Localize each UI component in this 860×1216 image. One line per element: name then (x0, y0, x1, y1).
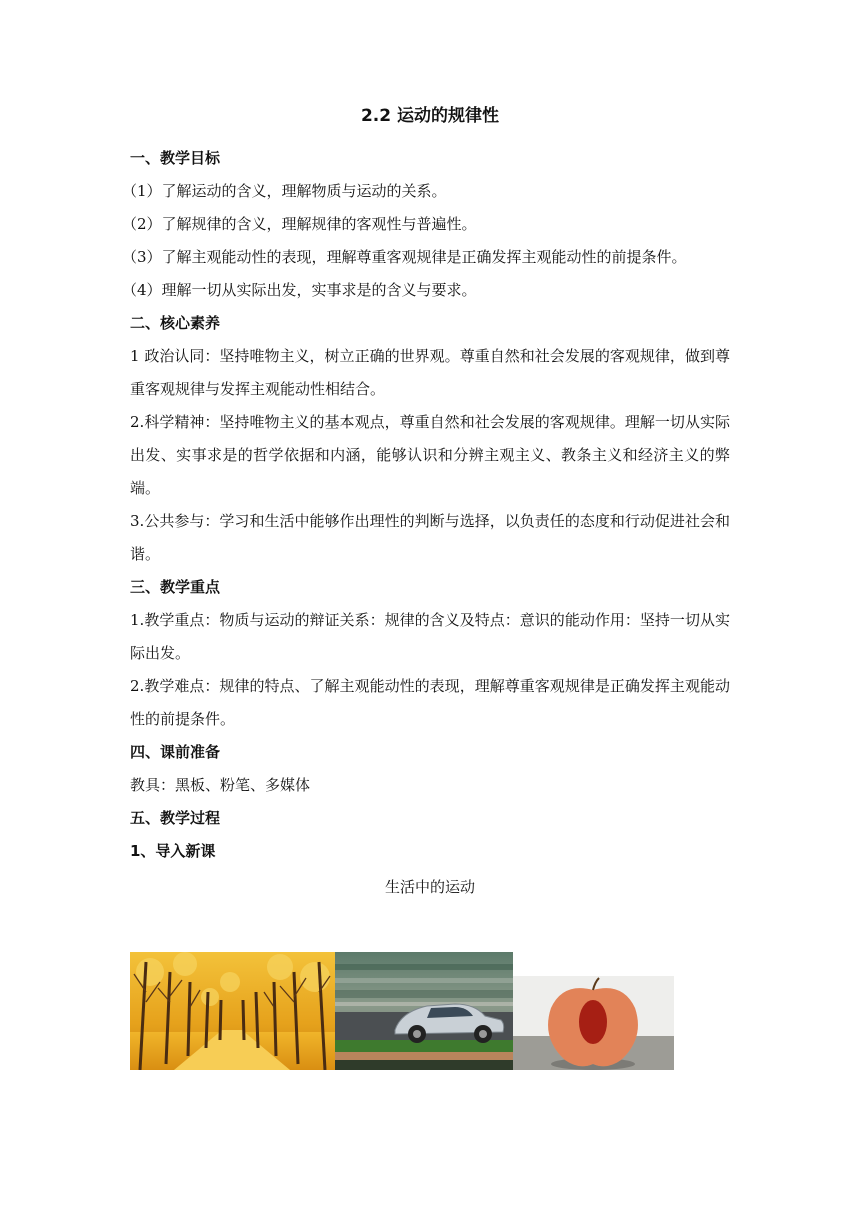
section-heading: 一、教学目标 (130, 149, 221, 167)
paragraph: （4）理解一切从实际出发，实事求是的含义与要求。 (122, 281, 477, 299)
paragraph: （1）了解运动的含义，理解物质与运动的关系。 (122, 182, 447, 200)
section-heading: 四、课前准备 (130, 743, 221, 761)
apple-image (513, 952, 674, 1070)
document-title: 2.2 运动的规律性 (360, 106, 500, 126)
paragraph: 2.科学精神：坚持唯物主义的基本观点，尊重自然和社会发展的客观规律。理解一切从实际出发、实事求是的哲学依据和内涵，能够认识和分辨主观主义、教条主义和经济主义的弊端。 (130, 413, 730, 497)
paragraph: （2）了解规律的含义，理解规律的客观性与普遍性。 (122, 215, 477, 233)
moving-car-image (335, 952, 513, 1070)
section-heading: 二、核心素养 (130, 314, 221, 332)
document-page (122, 100, 730, 902)
photo-strip (130, 952, 690, 1070)
section-heading: 五、教学过程 (130, 809, 221, 827)
paragraph: （3）了解主观能动性的表现，理解尊重客观规律是正确发挥主观能动性的前提条件。 (122, 248, 687, 266)
paragraph: 教具：黑板、粉笔、多媒体 (130, 776, 311, 794)
paragraph: 2.教学难点：规律的特点、了解主观能动性的表现，理解尊重客观规律是正确发挥主观能动性的前提条件。 (130, 677, 730, 728)
paragraph: 1 政治认同：坚持唯物主义，树立正确的世界观。尊重自然和社会发展的客观规律，做到尊重客观规律与发挥主观能动性相结合。 (130, 347, 730, 398)
golden-tree-avenue-image (130, 952, 335, 1070)
paragraph: 3.公共参与：学习和生活中能够作出理性的判断与选择，以负责任的态度和行动促进社会和谐。 (130, 512, 730, 563)
paragraph: 1.教学重点：物质与运动的辩证关系：规律的含义及特点：意识的能动作用：坚持一切从实际出发。 (130, 611, 730, 662)
image-caption: 生活中的运动 (384, 878, 475, 896)
subsection-heading: 1、导入新课 (130, 842, 216, 860)
section-heading: 三、教学重点 (130, 578, 221, 596)
